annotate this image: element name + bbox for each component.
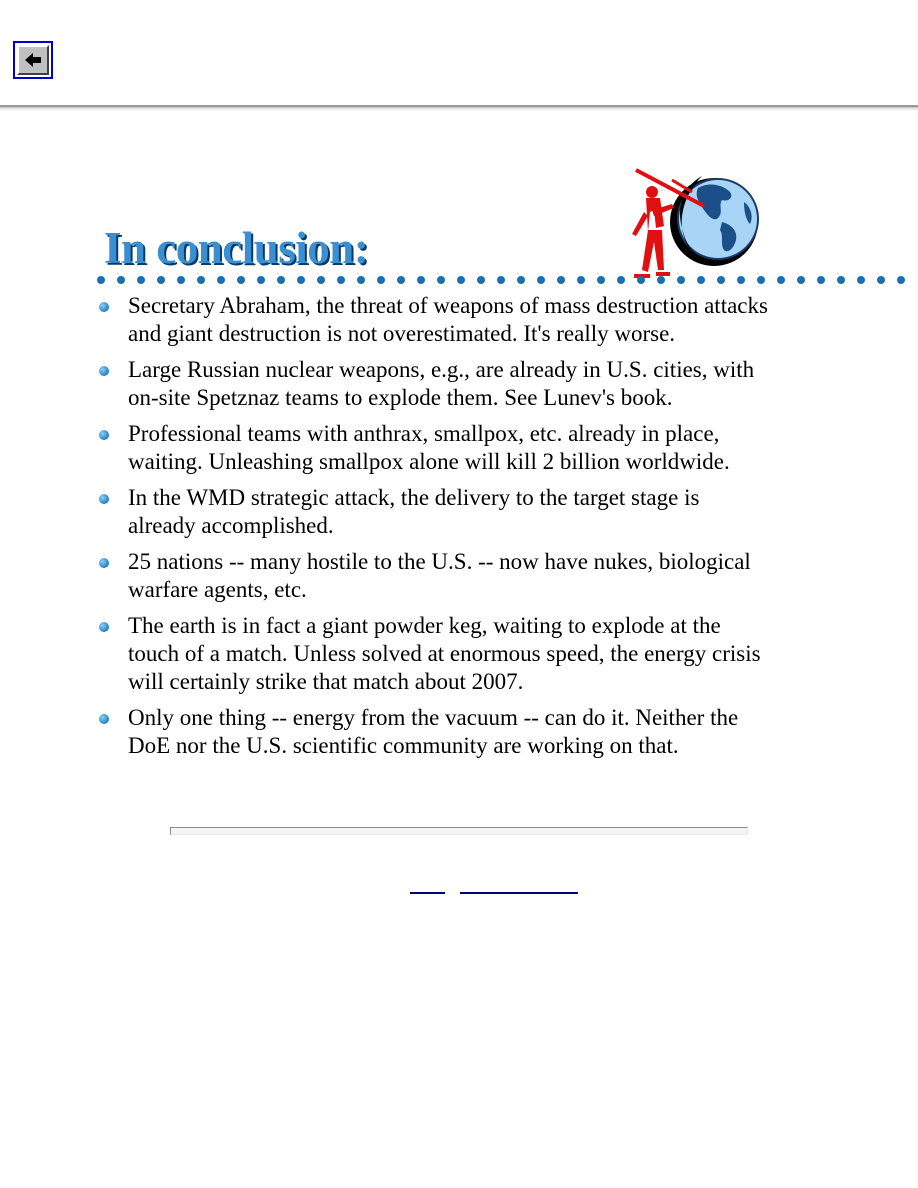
- bullet-text: Only one thing -- energy from the vacuum -- can do it. Neither the DoE nor the U.S. scientific community are working on that.: [128, 705, 739, 758]
- bottom-divider: [170, 827, 748, 835]
- figure-with-rifle-and-globe-icon: [612, 166, 768, 286]
- bullet-list: [96, 292, 906, 768]
- footer-link-long[interactable]: [460, 874, 578, 894]
- bullet-dot-icon: [99, 558, 109, 568]
- dotted-divider: [96, 273, 912, 287]
- bullet-item: [96, 704, 906, 760]
- bullet-text: In the WMD strategic attack, the delivery to the target stage is already accomplished.: [128, 485, 700, 538]
- footer-nav: [0, 874, 918, 894]
- bullet-text: Large Russian nuclear weapons, e.g., are already in U.S. cities, with on-site Spetznaz teams to explode them. See Lunev's book.: [128, 357, 755, 410]
- back-button-face: [17, 45, 49, 75]
- bullet-item: [96, 356, 906, 412]
- slide-title: In conclusion:: [104, 223, 369, 273]
- footer-link-short[interactable]: [410, 874, 445, 894]
- bullet-text: 25 nations -- many hostile to the U.S. -- now have nukes, biological warfare agents, etc.: [128, 549, 751, 602]
- bullet-item: [96, 292, 906, 348]
- bullet-dot-icon: [99, 366, 109, 376]
- bullet-text: Secretary Abraham, the threat of weapons of mass destruction attacks and giant destruction is not overestimated. It's really worse.: [128, 293, 768, 346]
- back-button[interactable]: [13, 41, 53, 79]
- bullet-dot-icon: [99, 714, 109, 724]
- bullet-item: [96, 612, 906, 696]
- bullet-dot-icon: [99, 622, 109, 632]
- bullet-dot-icon: [99, 302, 109, 312]
- bullet-item: [96, 420, 906, 476]
- bullet-dot-icon: [99, 494, 109, 504]
- bullet-item: [96, 484, 906, 540]
- arrow-left-icon: [24, 52, 42, 68]
- bullet-text: Professional teams with anthrax, smallpox, etc. already in place, waiting. Unleashing smallpox alone will kill 2 billion worldwide.: [128, 421, 730, 474]
- slide: [0, 110, 918, 810]
- bullet-item: [96, 548, 906, 604]
- bullet-text: The earth is in fact a giant powder keg, waiting to explode at the touch of a match. Unless solved at enormous speed, the energy crisis will certainly strike that match about 2007.: [128, 613, 761, 694]
- bullet-dot-icon: [99, 430, 109, 440]
